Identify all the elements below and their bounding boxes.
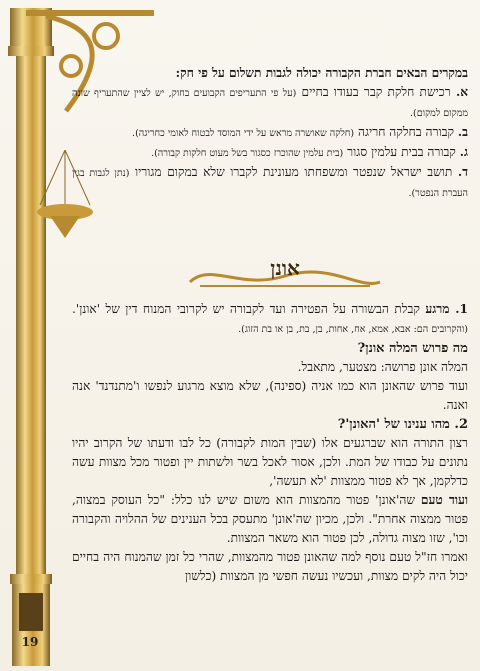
banner-title: אונן xyxy=(270,256,300,280)
question-title: מה פרוש המלה אונן? xyxy=(357,341,468,356)
paragraph: רצון התורה הוא שברגעים אלו (שבין המות לקבורה) כל לבו ודעתו של הקרוב יהיו נתונים על כבודו של המת. ולכן, אסור לאכל בשר ולשתות יין ופטור מכל מצוות עשה כדלקמן, אך לא פטור ממצוות 'לא תעשה', xyxy=(72,436,468,488)
section-banner xyxy=(180,252,390,294)
intro-text: במקרים הבאים חברת הקבורה יכולה לגבות תשלום על פי חק: xyxy=(175,66,468,80)
list-item: א. רכישת חלקת קבר בעודו בחיים (על פי התעריפים הקבועים בחוק, יש לציין שהתעריף שונה ממקום למקום). xyxy=(72,85,469,119)
question-title: 2. מהו ענינו של 'האונן'? xyxy=(337,417,468,432)
paragraph: ואמרו חז"ל טעם נוסף למה שהאונן פטור מהמצוות, שהרי כל זמן שהמנוח היה בחיים יכול היה לקים מצוות, ועכשיו נעשה חפשי מן המצוות (כלשון xyxy=(72,550,468,583)
intro-list xyxy=(72,64,468,203)
section-1: 1. מרגע קבלת הבשורה על הפטירה ועד לקבורה יש לקרובי המנוח דין של 'אונן'. (והקרובים הם: אבא, אמא, אח, אחות, בן, בת, בן או בת הזוג). מה פרוש המלה אונן? המלה אונן פרושה: מצטער, מתאבל. ועוד פרוש שהאונן הוא כמו אניה (ספינה), שלא מוצא מרגוע לנפשו ו'מתנדנד' אנה ואנה. 2. מהו ענינו של 'האונן'? רצון התורה הוא שברגעים אלו (שבין המות לקבורה) כל לבו ודעתו של הקרוב יהיו נתונים על כבודו של המת. ולכן, אסור לאכל בשר ולשתות יין ופטור מכל מצוות עשה כדלקמן, אך לא פטור ממצוות 'לא תעשה', ועוד טעם שה'אונן' פטור מהמצוות הוא משום שיש לנו כלל: "כל העוסק במצוה, פטור ממצוה אחרת". ולכן, מכיון שה'אונן' מתעסק בכל הענינים של ההלויה והקבורה וכו', שזו מצוה גדולה, לכן פטור הוא משאר המצוות. ואמרו חז"ל טעם נוסף למה שהאונן פטור מהמצוות, שהרי כל זמן שהמנוח היה בחיים יכול היה לקים מצוות, ועכשיו נעשה חפשי מן המצוות (כלשון xyxy=(72,300,468,586)
page-number: 19 xyxy=(21,635,39,649)
answer-text: המלה אונן פרושה: מצטער, מתאבל. xyxy=(297,360,468,374)
paragraph: ועוד טעם שה'אונן' פטור מהמצוות הוא משום שיש לנו כלל: "כל העוסק במצוה, פטור ממצוה אחרת". ולכן, מכיון שה'אונן' מתעסק בכל הענינים של ההלויה והקבורה וכו', שזו מצוה גדולה, לכן פטור הוא משאר המצוות. xyxy=(72,493,469,545)
list-item: ד. תושב ישראל שנפטר ומשפחתו מעונינת לקברו שלא במקום מגוריו (נתן לגבות בגין העברת הנפטר). xyxy=(72,165,469,199)
list-item: ב. קבורה בחלקה חריגה (חלקה שאושרה מראש על ידי המוסד לבטוח לאומי כחריגה). xyxy=(132,125,468,139)
answer-more: ועוד פרוש שהאונן הוא כמו אניה (ספינה), שלא מוצא מרגוע לנפשו ו'מתנדנד' אנה ואנה. xyxy=(72,379,468,412)
list-item: ג. קבורה בבית עלמין סגור (בית עלמין שהוכרז כסגור בשל מעוט חלקות קבורה). xyxy=(151,145,468,159)
